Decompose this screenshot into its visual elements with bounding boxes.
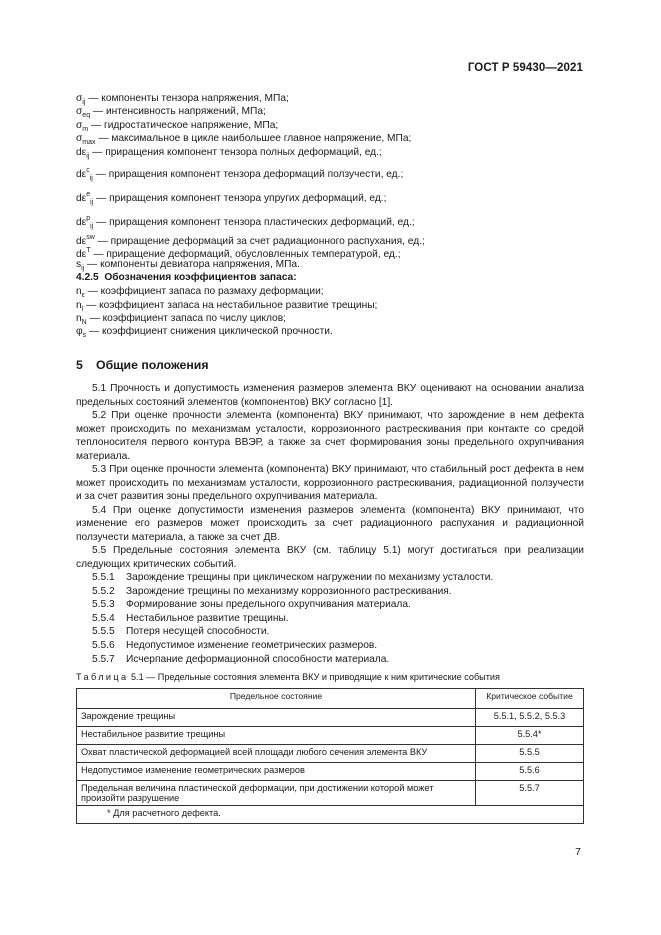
symbol-deps-elastic: $d\varepsilon^e_{ij}$ — приращения компонент тензора упругих деформаций, ед.;	[76, 190, 387, 206]
symbol-sigma-ij: $\sigma_{ij}$ — компоненты тензора напряжения, МПа;	[76, 93, 289, 106]
table-cell: 5.5.7	[476, 781, 584, 806]
table-cell: Предельная величина пластической деформации, при достижении которой может произойти разрушение	[77, 781, 476, 806]
table-cell: Зарождение трещины	[77, 709, 476, 727]
symbol-sigma-max: $\sigma_{max}$ — максимальное в цикле наибольшее главное напряжение, МПа;	[76, 133, 412, 147]
table-cell: 5.5.4*	[476, 727, 584, 745]
paragraph-5-1: 5.1 Прочность и допустимость изменения размеров элемента ВКУ оценивают на основании анализа предельных состояний элементов (компонентов) ВКУ согласно [1].	[76, 383, 584, 408]
symbol-list	[76, 92, 586, 339]
paragraph-5-4: 5.4 При оценке допустимости изменения размеров элемента (компонента) ВКУ принимают, что изменение его размеров может происходить за счет радиационного распухания и радиационной ползучести материала, а также за счет ДВ.	[76, 504, 584, 543]
symbol-deps-thermal: $d\varepsilon^T$ — приращение деформаций, обусловленных температурой, ед.;	[76, 247, 401, 261]
event-item: 5.5.1 Зарождение трещины при циклическом нагружении по механизму усталости.	[92, 572, 494, 583]
table-cell: Нестабильное развитие трещины	[77, 727, 476, 745]
event-item: 5.5.6 Недопустимое изменение геометрических размеров.	[92, 639, 378, 651]
table-row	[77, 781, 584, 806]
symbol-deps-swelling: $d\varepsilon^{sw}$ — приращение деформаций за счет радиационного распухания, ед.;	[76, 233, 425, 247]
table-footnote-row	[77, 806, 584, 824]
coef-n-N: $n_N$ — коэффициент запаса по числу циклов;	[76, 312, 286, 326]
section-heading: 5 Общие положения	[76, 358, 209, 372]
table-row	[77, 745, 584, 763]
coefficients-heading: 4.2.5 Обозначения коэффициентов запаса:	[76, 272, 297, 284]
coef-phi-s: $\varphi_s$ — коэффициент снижения циклической прочности.	[76, 326, 333, 340]
symbol-deps-creep: $d\varepsilon^c_{ij}$ — приращения компонент тензора деформаций ползучести, ед.;	[76, 166, 404, 182]
document-id: ГОСТ Р 59430—2021	[467, 62, 583, 74]
symbol-deps-ij: $d\varepsilon_{ij}$ — приращения компонент тензора полных деформаций, ед.;	[76, 146, 382, 160]
symbol-sigma-m: $\sigma_m$ — гидростатическое напряжение, МПа;	[76, 119, 279, 133]
paragraph-5-5: 5.5 Предельные состояния элемента ВКУ (см. таблицу 5.1) могут достигаться при реализации следующих критических событий.	[76, 545, 584, 570]
symbol-sigma-eq: $\sigma_{eq}$ — интенсивность напряжений, МПа;	[76, 106, 266, 120]
table-row	[77, 709, 584, 727]
coef-n-l: $n_l$ — коэффициент запаса на нестабильное развитие трещины;	[76, 299, 378, 313]
event-item: 5.5.5 Потеря несущей способности.	[92, 626, 270, 638]
symbol-s-ij: $s_{ij}$ — компоненты девиатора напряжения, МПа.	[76, 258, 300, 272]
event-item: 5.5.7 Исчерпание деформационной способности материала.	[92, 653, 390, 665]
paragraph-5-3: 5.3 При оценке прочности элемента (компонента) ВКУ принимают, что стабильный рост дефекта в нем может происходить по механизмам усталости, коррозионного растрескивания, радиационной ползучести и за счет развития зоны предельного охрупчивания материала.	[76, 464, 584, 502]
table-row	[77, 727, 584, 745]
column-header-event: Критическое событие	[476, 689, 584, 709]
table-caption: Таблица 5.1 — Предельные состояния элемента ВКУ и приводящие к ним критические события	[76, 672, 500, 682]
paragraph-5-2: 5.2 При оценке прочности элемента (компонента) ВКУ принимают, что зарождение в нем дефекта может происходить по механизмам усталости, коррозионного растрескивания при контакте со средой теплоносителя первого контура ВВЭР, а также за счет формирования зоны предельного охрупчивания материала.	[76, 410, 584, 462]
symbol-deps-plastic: $d\varepsilon^p_{ij}$ — приращения компонент тензора пластических деформаций, ед.;	[76, 214, 415, 230]
limit-states-table	[76, 688, 584, 824]
table-cell: 5.5.1, 5.5.2, 5.5.3	[476, 709, 584, 727]
table-row	[77, 763, 584, 781]
section-body	[76, 382, 584, 666]
event-item: 5.5.2 Зарождение трещины по механизму коррозионного растрескивания.	[92, 585, 452, 597]
event-item: 5.5.4 Нестабильное развитие трещины.	[92, 612, 289, 624]
coef-n-eps: $n_\varepsilon$ — коэффициент запаса по размаху деформации;	[76, 286, 324, 300]
event-item: 5.5.3 Формирование зоны предельного охрупчивания материала.	[92, 599, 411, 611]
table-cell: Охват пластической деформацией всей площади любого сечения элемента ВКУ	[77, 745, 476, 763]
column-header-state: Предельное состояние	[77, 689, 476, 709]
table-footnote: * Для расчетного дефекта.	[77, 806, 584, 824]
table-cell: 5.5.6	[476, 763, 584, 781]
page-number: 7	[575, 846, 581, 858]
table-cell: 5.5.5	[476, 745, 584, 763]
table-cell: Недопустимое изменение геометрических размеров	[77, 763, 476, 781]
